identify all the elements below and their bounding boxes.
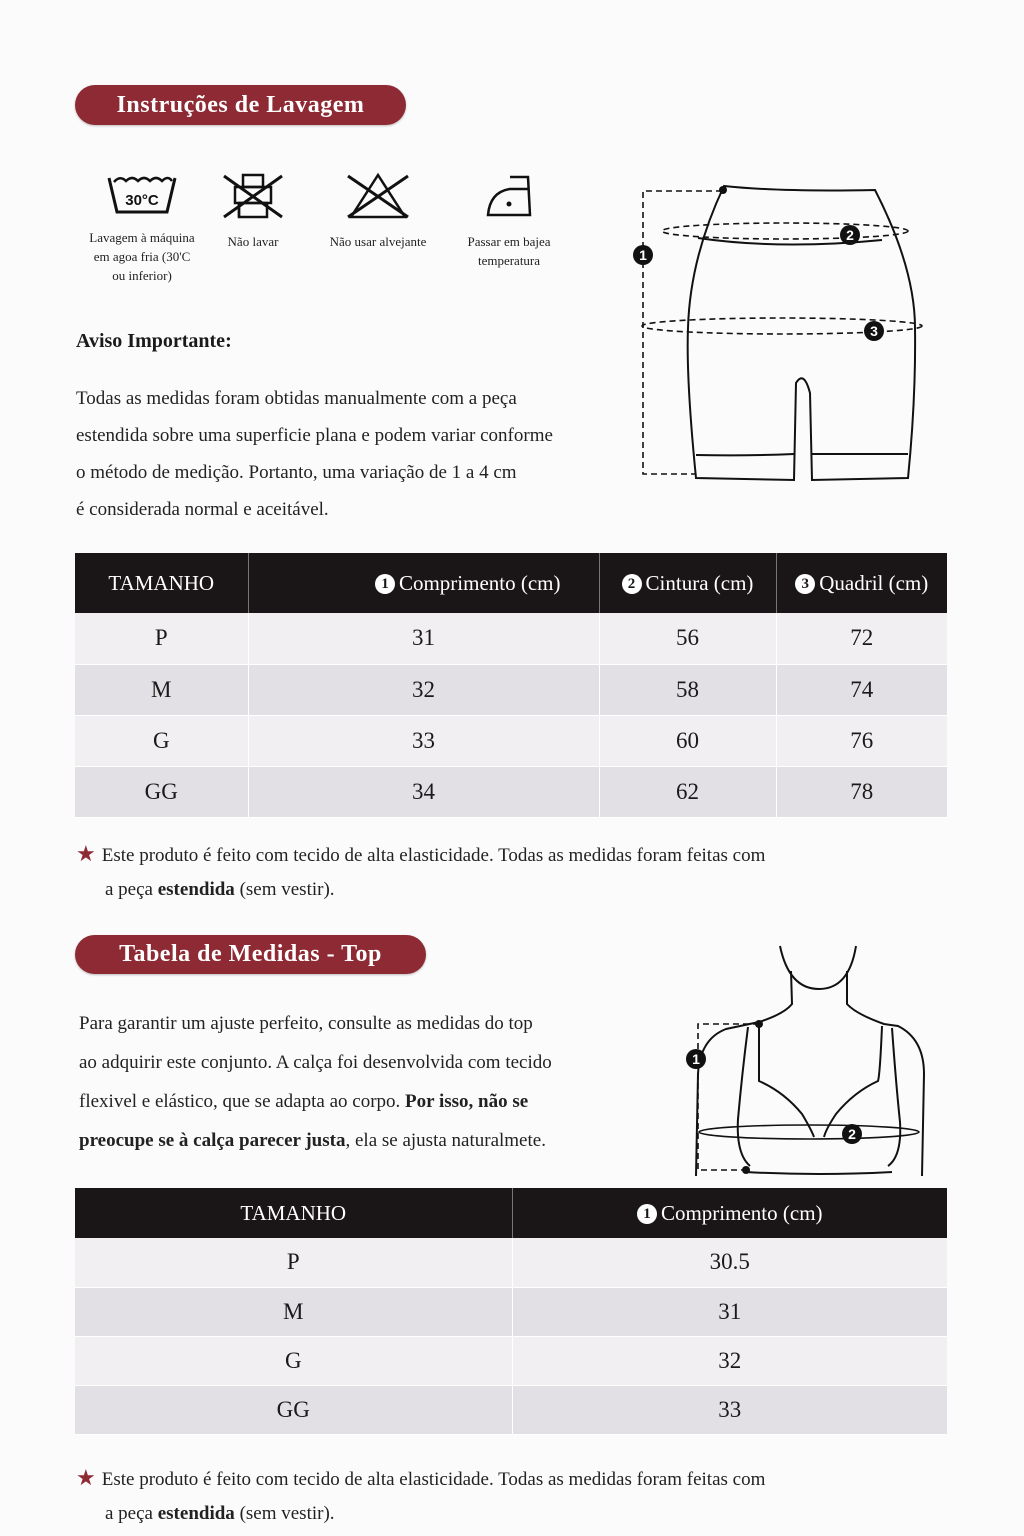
header-waist: 2 Cintura (cm) <box>599 553 776 613</box>
elasticity-note: ★ Este produto é feito com tecido de alta elasticidade. Todas as medidas foram feitas com a peça estendida (sem vestir). <box>76 841 766 900</box>
table-header-row <box>75 553 947 613</box>
table-row <box>75 1287 947 1336</box>
cell-length: 33 <box>512 1385 947 1434</box>
marker-3-icon: 3 <box>795 574 815 594</box>
shorts-measurement-diagram <box>630 178 940 488</box>
marker-1-icon: 1 <box>637 1204 657 1224</box>
table-row <box>75 1336 947 1385</box>
do-not-bleach-icon <box>345 172 411 220</box>
notice-heading: Aviso Importante: <box>76 330 232 352</box>
care-label: Não usar alvejante <box>329 234 427 249</box>
svg-text:2: 2 <box>848 1126 856 1142</box>
cell-waist: 62 <box>599 766 776 817</box>
notice-paragraph: Todas as medidas foram obtidas manualmente com a peça estendida sobre uma superficie plana e podem variar conforme o método de medição. Portanto, uma variação de 1 a 4 cm é considerada normal e aceitável. <box>76 388 553 520</box>
cell-size: G <box>75 1336 512 1385</box>
cell-length: 32 <box>512 1336 947 1385</box>
marker-2-icon <box>842 1124 862 1144</box>
cell-length: 32 <box>248 664 599 715</box>
cell-waist: 60 <box>599 715 776 766</box>
cell-size: G <box>75 715 248 766</box>
top-size-table <box>75 1188 947 1435</box>
do-not-wash-icon <box>221 172 285 220</box>
star-icon: ★ <box>76 1465 96 1490</box>
marker-3-icon <box>864 321 884 341</box>
top-measurement-diagram <box>684 944 934 1180</box>
table-row <box>75 766 947 817</box>
cell-waist: 58 <box>599 664 776 715</box>
marker-2-icon: 2 <box>622 574 642 594</box>
svg-text:2: 2 <box>846 227 854 243</box>
cell-length: 31 <box>512 1287 947 1336</box>
top-intro-paragraph: Para garantir um ajuste perfeito, consulte as medidas do top ao adquirir este conjunto. A calça foi desenvolvida com tecido flexivel e elástico, que se adapta ao corpo. Por isso, não se preocupe se à calça parecer justa, ela se ajusta naturalmete. <box>79 1013 552 1151</box>
cell-size: M <box>75 1287 512 1336</box>
care-item-wash-30 <box>78 172 206 285</box>
cell-hip: 74 <box>776 664 947 715</box>
cell-size: M <box>75 664 248 715</box>
table-row <box>75 613 947 664</box>
cell-size: P <box>75 1238 512 1287</box>
svg-text:30°C: 30°C <box>125 192 159 209</box>
table-row <box>75 1385 947 1434</box>
header-size: TAMANHO <box>75 1188 512 1238</box>
header-length: 1 Comprimento (cm) <box>512 1188 947 1238</box>
cell-size: GG <box>75 766 248 817</box>
cell-hip: 72 <box>776 613 947 664</box>
care-label: Lavagem à máquina em agoa fria (30'C ou inferior) <box>89 230 195 283</box>
table-header-row <box>75 1188 947 1238</box>
table-row <box>75 715 947 766</box>
cell-hip: 76 <box>776 715 947 766</box>
svg-text:1: 1 <box>639 247 647 263</box>
table-row <box>75 664 947 715</box>
care-label: Não lavar <box>227 234 279 249</box>
header-hip: 3 Quadril (cm) <box>776 553 947 613</box>
cell-length: 33 <box>248 715 599 766</box>
marker-1-icon: 1 <box>375 574 395 594</box>
header-size: TAMANHO <box>75 553 248 613</box>
svg-text:1: 1 <box>692 1051 700 1067</box>
top-measurements-title: Tabela de Medidas - Top <box>75 935 426 974</box>
washing-instructions-title: Instruções de Lavagem <box>75 85 406 125</box>
wash-30c-icon <box>106 172 178 216</box>
cell-hip: 78 <box>776 766 947 817</box>
table-row <box>75 1238 947 1287</box>
cell-length: 31 <box>248 613 599 664</box>
care-item-no-wash <box>214 172 292 251</box>
star-icon: ★ <box>76 841 96 866</box>
iron-low-temp-icon <box>484 172 534 220</box>
header-length: 1 Comprimento (cm) <box>248 553 599 613</box>
cell-waist: 56 <box>599 613 776 664</box>
cell-size: GG <box>75 1385 512 1434</box>
marker-1-icon <box>633 245 653 265</box>
svg-text:3: 3 <box>870 323 878 339</box>
elasticity-note: ★ Este produto é feito com tecido de alta elasticidade. Todas as medidas foram feitas com a peça estendida (sem vestir). <box>76 1465 766 1524</box>
marker-2-icon <box>840 225 860 245</box>
cell-length: 30.5 <box>512 1238 947 1287</box>
marker-1-icon <box>686 1049 706 1069</box>
cell-length: 34 <box>248 766 599 817</box>
shorts-size-table <box>75 553 947 818</box>
care-item-iron-low <box>448 172 570 270</box>
care-item-no-bleach <box>312 172 444 251</box>
cell-size: P <box>75 613 248 664</box>
care-label: Passar em bajea temperatura <box>467 234 551 268</box>
